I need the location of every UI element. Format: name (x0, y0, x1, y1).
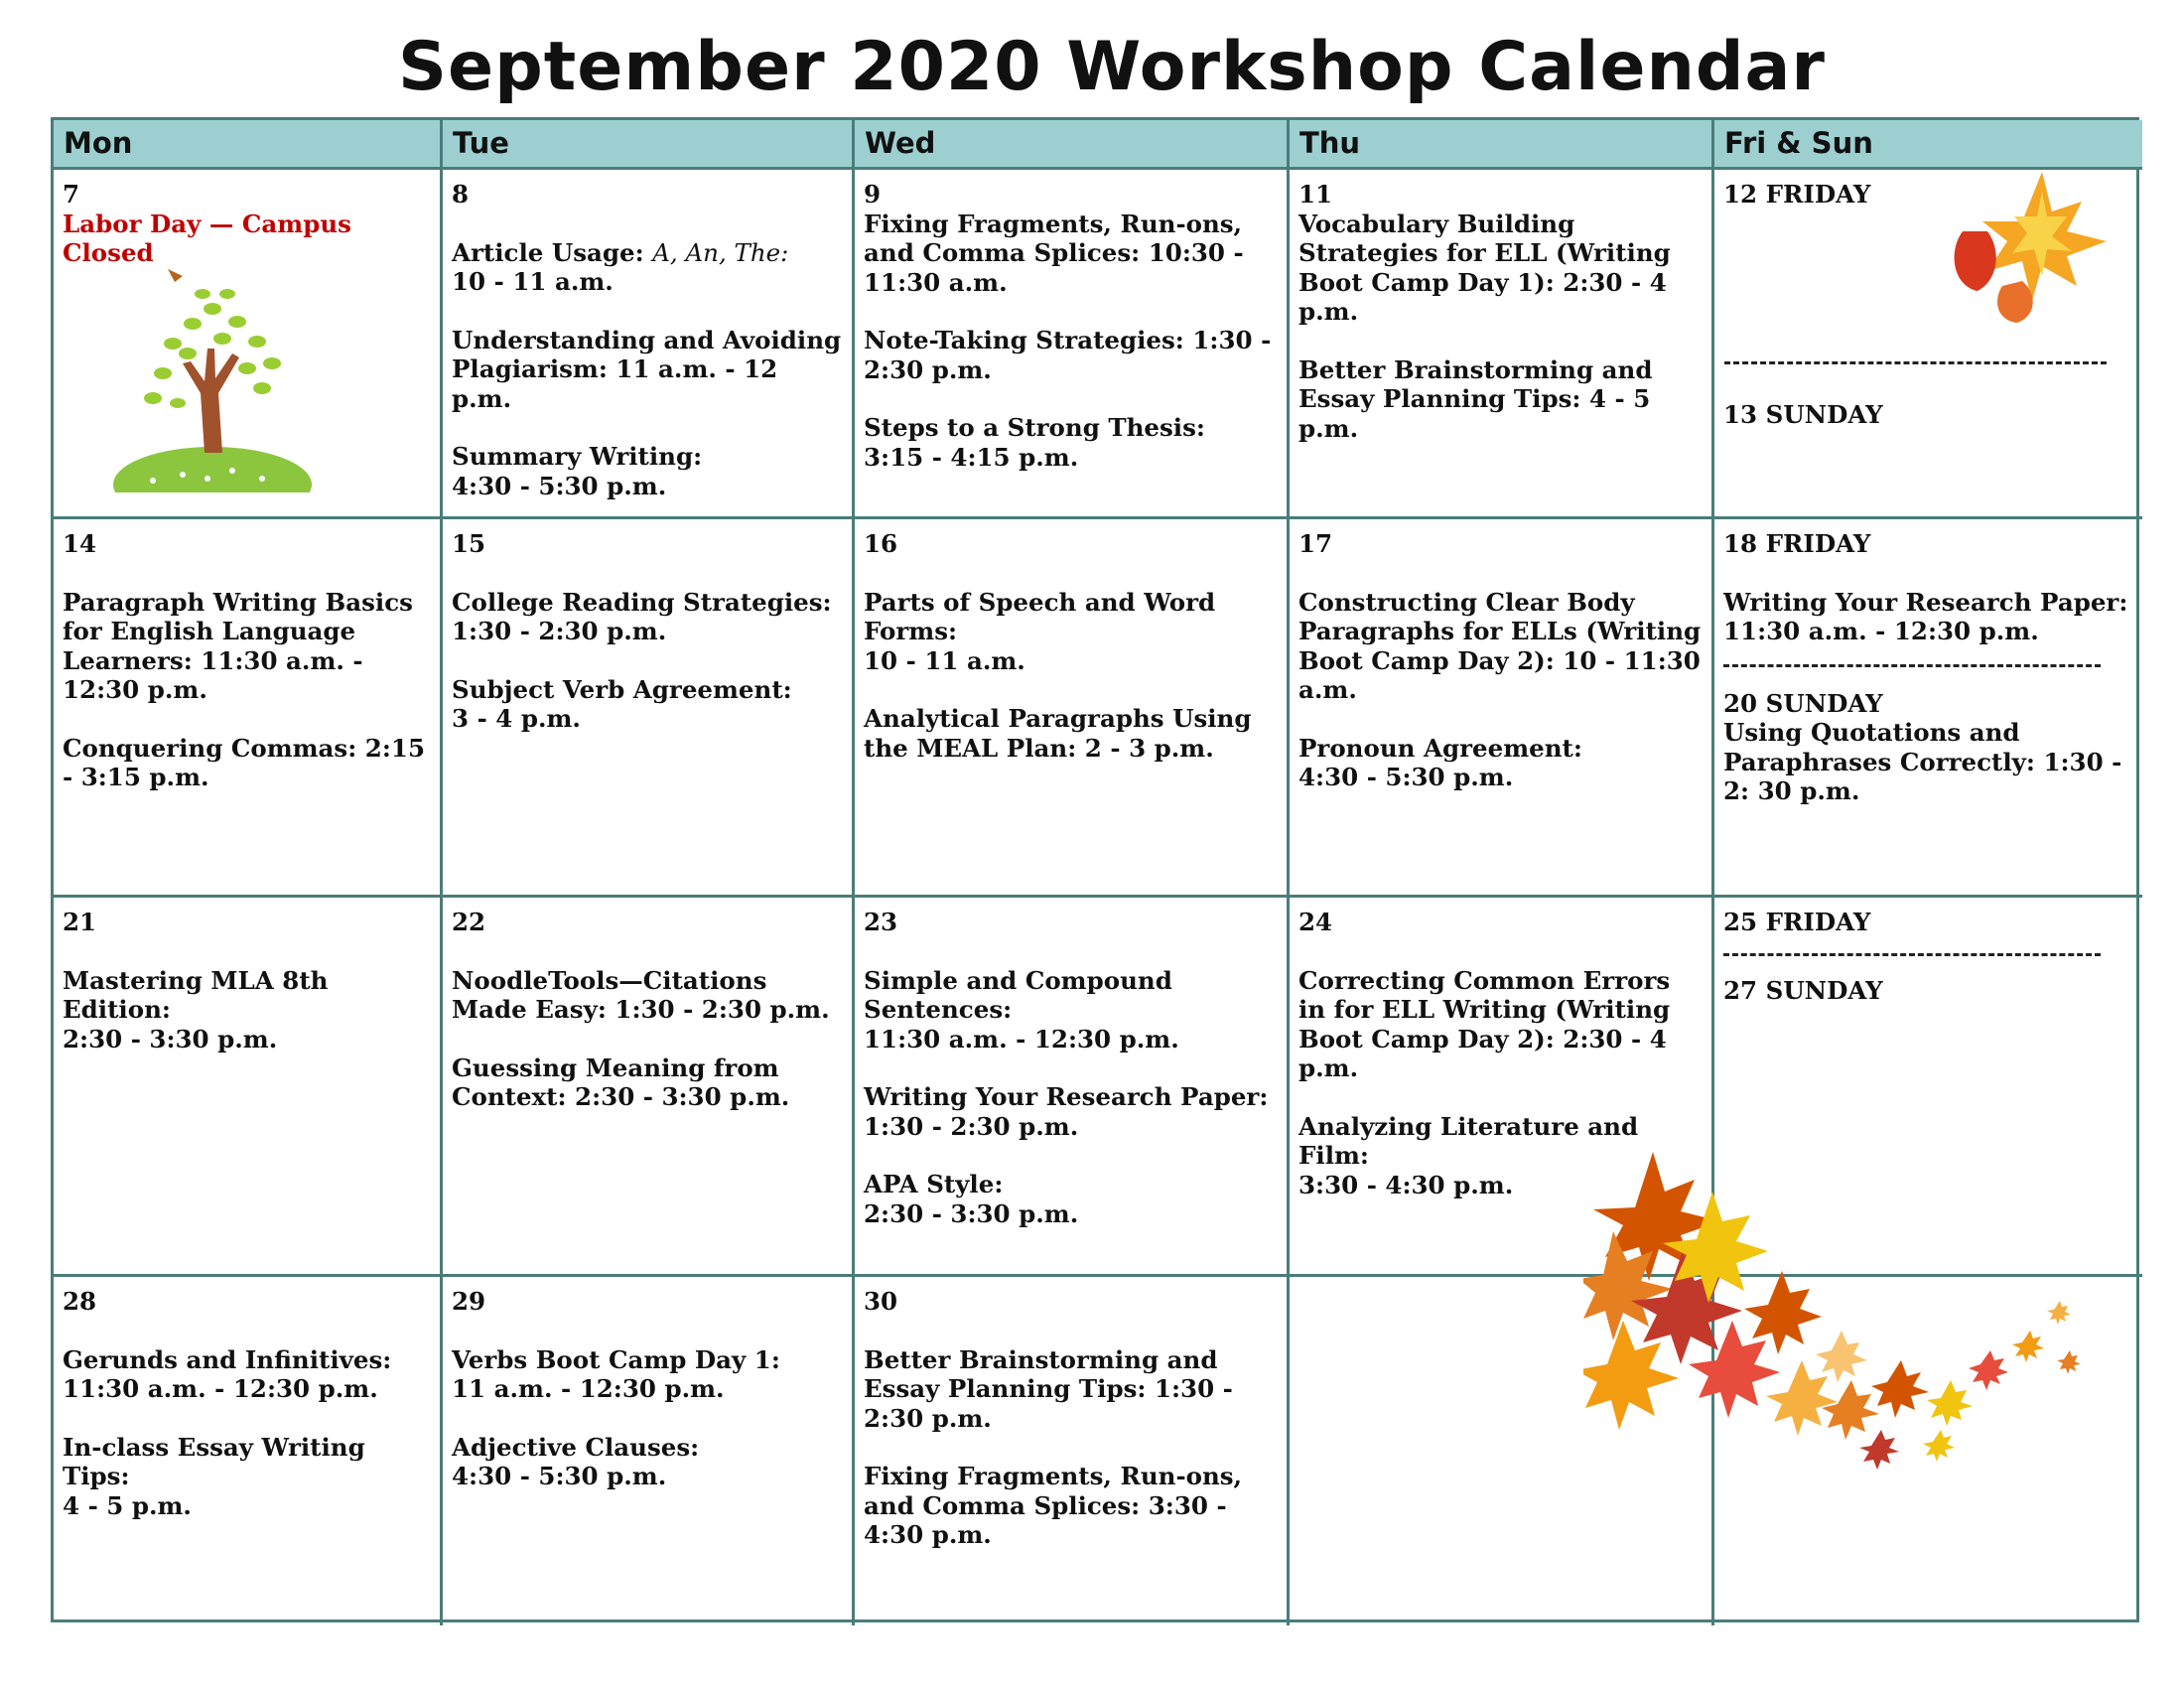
event-time: 2:30 - 3:30 p.m. (63, 1024, 278, 1054)
event-time: 10 - 11 a.m. (864, 645, 1025, 675)
day-cell-15 (443, 519, 855, 898)
day-cell-11 (1290, 170, 1714, 519)
tree-illustration (113, 254, 312, 492)
event-title: Subject Verb Agreement: (452, 674, 792, 704)
event-title: Article Usage: (452, 237, 653, 267)
event-time: 4:30 - 5:30 p.m. (1298, 763, 1514, 791)
friday-sunday-divider (1724, 361, 2107, 364)
day-number: 15 (452, 529, 486, 558)
day-cell-29 (443, 1277, 855, 1625)
workshop-event (63, 1433, 432, 1521)
workshop-event (864, 413, 1279, 472)
workshop-event (452, 442, 844, 500)
sunday-label: 13 SUNDAY (1723, 400, 1883, 429)
workshop-event (63, 1345, 432, 1404)
workshop-event: Vocabulary Building Strategies for ELL (Writing Boot Camp Day 1): 2:30 - 4 p.m. (1298, 209, 1671, 326)
day-number: 29 (452, 1287, 486, 1316)
event-title: Verbs Boot Camp Day 1: (452, 1344, 780, 1374)
day-cell-9 (855, 170, 1290, 519)
workshop-event (452, 1345, 844, 1404)
sunday-label: 20 SUNDAY (1723, 688, 1883, 718)
event-time: 4 - 5 p.m. (63, 1490, 192, 1520)
event-title: Gerunds and Infinitives: (63, 1344, 392, 1374)
event-time: 11 a.m. - 12:30 p.m. (452, 1374, 725, 1403)
event-time: 4:30 - 5:30 p.m. (452, 1462, 667, 1490)
header-mon: Mon (54, 120, 443, 170)
day-cell-30 (855, 1277, 1290, 1625)
friday-label: 12 FRIDAY (1723, 180, 1871, 209)
workshop-event: Better Brainstorming and Essay Planning Tips: 1:30 - 2:30 p.m. (864, 1344, 1233, 1433)
day-number: 28 (63, 1287, 97, 1316)
workshop-event (864, 966, 1279, 1055)
event-title: Parts of Speech and Word Forms: (864, 587, 1216, 645)
event-title: Steps to a Strong Thesis: (864, 413, 1205, 442)
workshop-event: Fixing Fragments, Run-ons, and Comma Splices: 3:30 - 4:30 p.m. (864, 1462, 1243, 1549)
day-cell-16 (855, 519, 1290, 898)
friday-label: 25 FRIDAY (1723, 908, 1871, 936)
day-cell-8 (443, 170, 855, 519)
event-time: 4:30 - 5:30 p.m. (452, 471, 667, 500)
workshop-event: College Reading Strategies: 1:30 - 2:30 p.m. (452, 587, 832, 645)
event-title: Writing Your Research Paper: (864, 1082, 1269, 1111)
day-number: 22 (452, 908, 486, 936)
sunday-label: 27 SUNDAY (1723, 975, 1883, 1005)
day-cell-23 (855, 898, 1290, 1277)
workshop-event: Note-Taking Strategies: 1:30 - 2:30 p.m. (864, 326, 1272, 384)
event-time: 3:15 - 4:15 p.m. (864, 442, 1079, 472)
workshop-event: Guessing Meaning from Context: 2:30 - 3:30 p.m. (452, 1053, 790, 1111)
day-number: 11 (1298, 180, 1333, 209)
header-wed: Wed (855, 120, 1290, 170)
event-title: In-class Essay Writing Tips: (63, 1432, 365, 1490)
day-cell-21 (54, 898, 443, 1277)
event-time: 1:30 - 2:30 p.m. (864, 1111, 1079, 1141)
day-number: 30 (864, 1287, 898, 1316)
workshop-event (864, 588, 1279, 676)
maple-leaves-illustration (1943, 162, 2112, 331)
day-cell-22 (443, 898, 855, 1277)
event-title-italic: A, An, The: (652, 237, 789, 267)
workshop-event: Writing Your Research Paper: 11:30 a.m. - 12:30 p.m. (1723, 587, 2128, 645)
day-number: 16 (864, 529, 898, 558)
workshop-event: Paragraph Writing Basics for English Language Learners: 11:30 a.m. - 12:30 p.m. (63, 587, 413, 704)
day-number: 9 (864, 180, 882, 209)
workshop-event: Better Brainstorming and Essay Planning Tips: 4 - 5 p.m. (1298, 354, 1653, 443)
autumn-leaves-swirl-illustration (1583, 1152, 2110, 1489)
day-number: 8 (452, 180, 470, 209)
event-time: 11:30 a.m. - 12:30 p.m. (63, 1374, 378, 1403)
event-title: Adjective Clauses: (452, 1432, 700, 1462)
event-time: 3 - 4 p.m. (452, 704, 581, 733)
event-title: Summary Writing: (452, 442, 703, 471)
workshop-event: Conquering Commas: 2:15 - 3:15 p.m. (63, 733, 425, 791)
friday-label: 18 FRIDAY (1723, 529, 1871, 558)
day-number: 14 (63, 529, 97, 558)
day-cell-7 (54, 170, 443, 519)
day-cell-14 (54, 519, 443, 898)
header-fri-sun: Fri & Sun (1714, 120, 2142, 170)
workshop-event (452, 1433, 844, 1491)
workshop-event (864, 1170, 1279, 1228)
event-title: Analyzing Literature and Film: (1298, 1111, 1639, 1170)
header-tue: Tue (443, 120, 855, 170)
event-title: Pronoun Agreement: (1298, 733, 1582, 763)
workshop-event (1298, 734, 1704, 792)
day-number: 17 (1298, 529, 1333, 558)
event-time: 3:30 - 4:30 p.m. (1298, 1170, 1514, 1199)
workshop-event (63, 966, 432, 1055)
friday-sunday-divider (1723, 953, 2101, 956)
day-number: 21 (63, 908, 97, 936)
day-number: 7 (63, 180, 80, 209)
workshop-event (452, 238, 844, 297)
day-cell-18-20 (1714, 519, 2142, 898)
event-title: Mastering MLA 8th Edition: (63, 965, 329, 1024)
workshop-event (864, 1082, 1279, 1141)
event-time: 2:30 - 3:30 p.m. (864, 1198, 1079, 1228)
day-number: 23 (864, 908, 898, 936)
workshop-event: Analytical Paragraphs Using the MEAL Plan: 2 - 3 p.m. (864, 704, 1252, 763)
event-time: 10 - 11 a.m. (452, 267, 614, 296)
event-title: Simple and Compound Sentences: (864, 965, 1172, 1024)
workshop-event: Correcting Common Errors in for ELL Writing (Writing Boot Camp Day 2): 2:30 - 4 p.m. (1298, 965, 1671, 1082)
friday-sunday-divider (1723, 664, 2101, 667)
workshop-event: Using Quotations and Paraphrases Correctly: 1:30 - 2: 30 p.m. (1723, 718, 2122, 805)
header-thu: Thu (1290, 120, 1714, 170)
day-cell-17 (1290, 519, 1714, 898)
workshop-event: Fixing Fragments, Run-ons, and Comma Splices: 10:30 - 11:30 a.m. (864, 209, 1244, 297)
day-number: 24 (1298, 908, 1333, 936)
page-title: September 2020 Workshop Calendar (398, 28, 1826, 106)
day-cell-28 (54, 1277, 443, 1625)
event-time: 11:30 a.m. - 12:30 p.m. (864, 1024, 1179, 1054)
day-cell-12-13 (1714, 170, 2142, 519)
workshop-event: Constructing Clear Body Paragraphs for ELLs (Writing Boot Camp Day 2): 10 - 11:30 a.m. (1298, 587, 1702, 704)
workshop-event: NoodleTools—Citations Made Easy: 1:30 - 2:30 p.m. (452, 965, 830, 1024)
workshop-event (452, 675, 844, 734)
holiday-note: Labor Day — Campus Closed (63, 209, 351, 267)
workshop-event: Understanding and Avoiding Plagiarism: 11 a.m. - 12 p.m. (452, 325, 842, 413)
event-title: APA Style: (864, 1170, 1004, 1198)
